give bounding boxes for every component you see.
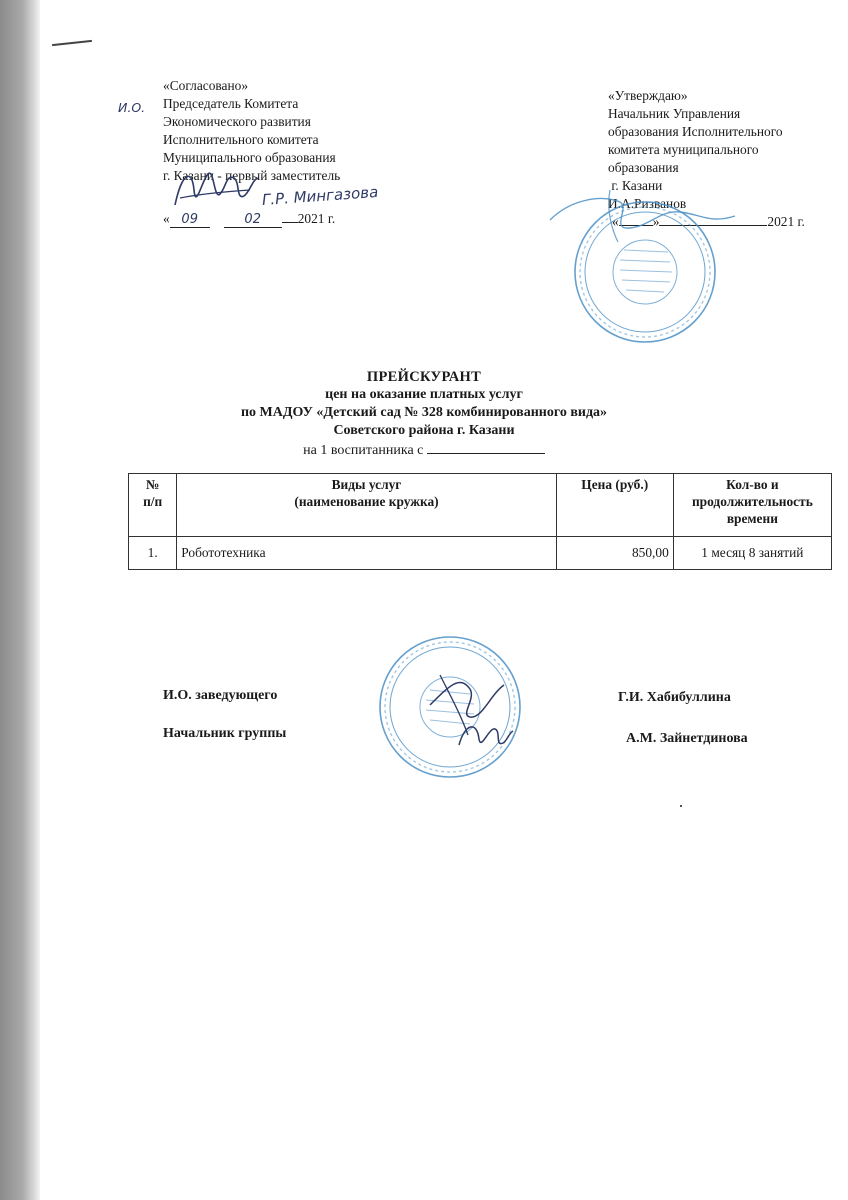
header-num: № п/п (129, 474, 177, 537)
cell-num: 1. (129, 537, 177, 570)
date-open-quote: « (163, 211, 170, 226)
title-date-line: на 1 воспитанника с (0, 440, 848, 460)
approval-right-line: образования Исполнительного (608, 124, 783, 139)
cell-service: Робототехника (177, 537, 556, 570)
header-quantity: Кол-во и продолжительность времени (673, 474, 831, 537)
table-row (129, 537, 832, 570)
scan-page-edge (0, 0, 40, 1200)
header-service: Виды услуг (наименование кружка) (177, 474, 556, 537)
date-year: 2021 г. (767, 214, 805, 229)
approval-right-line: И.А.Ризванов (608, 196, 687, 211)
group-title: Начальник группы (163, 726, 287, 741)
title-line: по МАДОУ «Детский сад № 328 комбинированного вида» (240, 405, 608, 420)
date-open-quote: « (612, 214, 619, 229)
title-line: Советского района г. Казани (333, 423, 515, 438)
cell-price: 850,00 (556, 537, 673, 570)
price-table (128, 473, 832, 570)
scan-mark (52, 40, 92, 46)
date-year: 2021 г. (297, 211, 336, 226)
group-name: А.М. Зайнетдинова (626, 731, 748, 746)
approval-right-line: комитета муниципального (608, 142, 759, 157)
approval-right-line: Начальник Управления (608, 106, 741, 121)
right-approver-signature (540, 180, 740, 250)
approval-right-line: образования (608, 160, 679, 175)
scan-speck (680, 805, 682, 807)
date-close-quote: » (652, 214, 660, 229)
approval-left-line: Экономического развития (163, 114, 311, 129)
date-day: 09 (170, 212, 210, 228)
approval-right-header: «Утверждаю» (608, 88, 688, 103)
approval-left-line: Председатель Комитета (163, 96, 299, 111)
approval-left-line: Муниципального образования (163, 150, 336, 165)
group-signature (455, 715, 515, 755)
head-title: И.О. заведующего (163, 688, 278, 703)
title-line: цен на оказание платных услуг (325, 387, 523, 402)
handwritten-approver-name: Г.Р. Мингазова (261, 182, 379, 209)
document-title: ПРЕЙСКУРАНТ (366, 369, 482, 385)
table-header-row (129, 474, 832, 537)
approval-left-line: Исполнительного комитета (163, 132, 319, 147)
approval-left-line: г. Казани - первый заместитель (163, 168, 341, 183)
approval-right-line: г. Казани (608, 178, 663, 193)
head-name: Г.И. Хабибуллина (618, 690, 731, 705)
header-price: Цена (руб.) (556, 474, 673, 537)
approval-left-date (163, 211, 335, 228)
date-month: 02 (224, 212, 282, 228)
document-title-block (0, 368, 848, 460)
cell-quantity: 1 месяц 8 занятий (673, 537, 831, 570)
approval-left-header: «Согласовано» (163, 78, 249, 93)
handwritten-io-prefix: И.О. (118, 100, 146, 115)
